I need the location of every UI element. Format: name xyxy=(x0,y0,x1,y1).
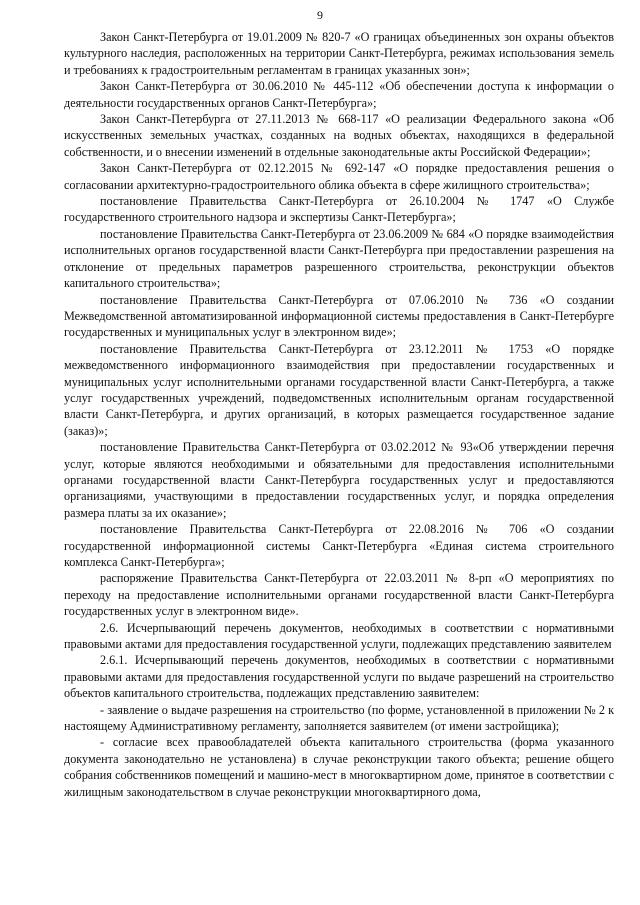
paragraph-resolution-684: постановление Правительства Санкт-Петербурга от 23.06.2009 № 684 «О порядке взаимодействия исполнительных органов государственной власти Санкт-Петербурга при предоставлении разрешения на отклонение от предельных параметров разрешенного строительства, реконструкции объектов капитального строительства»; xyxy=(64,226,614,291)
paragraph-order-8-rp: распоряжение Правительства Санкт-Петербурга от 22.03.2011 № 8-рп «О мероприятиях по переходу на предоставление исполнительными органами государственной власти Санкт-Петербурга государственных услуг в электронном виде». xyxy=(64,571,614,619)
paragraph-resolution-736: постановление Правительства Санкт-Петербурга от 07.06.2010 № 736 «О создании Межведомственной автоматизированной информационной системы предоставления в Санкт-Петербурге государственных и муниципальных услуг в электронном виде»; xyxy=(64,292,614,340)
paragraph-resolution-706: постановление Правительства Санкт-Петербурга от 22.08.2016 № 706 «О создании государственной информационной системы Санкт-Петербурга «Единая система строительного комплекса Санкт-Петербурга»; xyxy=(64,522,614,569)
paragraph-law-820-7: Закон Санкт-Петербурга от 19.01.2009 № 820-7 «О границах объединенных зон охраны объектов культурного наследия, расположенных на территории Санкт-Петербурга, режимах использования земель и требованиях к градостроительным регламентам в границах указанных зон»; xyxy=(64,30,614,77)
section-heading-2-6-1: 2.6.1. Исчерпывающий перечень документов, необходимых в соответствии с нормативными правовыми актами для предоставления государственной услуги по выдаче разрешений на строительство объектов капитального строительства, подлежащих представлению заявителем: xyxy=(64,653,614,701)
page-number: 9 xyxy=(317,8,323,22)
paragraph-resolution-93: постановление Правительства Санкт-Петербурга от 03.02.2012 № 93«Об утверждении перечня услуг, которые являются необходимыми и обязательными для предоставления исполнительными органами государственной власти Санкт-Петербурга государственных услуг и предоставляются организациями, участвующими в предоставлении государственных услуг, и порядка определения размера платы за их оказание»; xyxy=(64,440,614,520)
list-item-owners-consent: - согласие всех правообладателей объекта капитального строительства (форма указанного документа законодательно не установлена) в случае реконструкции такого объекта; решение общего собрания собственников помещений и машино-мест в многоквартирном доме, принятое в соответствии с жилищным законодательством в случае реконструкции многоквартирного дома, xyxy=(64,735,614,799)
document-body xyxy=(64,29,614,800)
list-item-application: - заявление о выдаче разрешения на строительство (по форме, установленной в приложении № 2 к настоящему Административному регламенту, заполняется заявителем (от имени застройщика); xyxy=(64,702,614,734)
section-heading-2-6: 2.6. Исчерпывающий перечень документов, необходимых в соответствии с нормативными правовыми актами для предоставления государственной услуги, подлежащих представлению заявителем xyxy=(64,620,614,652)
paragraph-resolution-1747: постановление Правительства Санкт-Петербурга от 26.10.2004 № 1747 «О Службе государственного строительного надзора и экспертизы Санкт-Петербурга»; xyxy=(64,194,614,225)
paragraph-law-668-117: Закон Санкт-Петербурга от 27.11.2013 № 668-117 «О реализации Федерального закона «Об искусственных земельных участках, созданных на водных объектах, находящихся в федеральной собственности, и о внесении изменений в отдельные законодательные акты Российской Федерации»; xyxy=(64,112,614,159)
paragraph-resolution-1753: постановление Правительства Санкт-Петербурга от 23.12.2011 № 1753 «О порядке межведомственного информационного взаимодействия при предоставлении государственных и муниципальных услуг исполнительными органами государственной власти Санкт-Петербурга, а также услуг государственных учреждений, подведомственных исполнительным органам государственной власти Санкт-Петербурга, и других организаций, в которых размещается государственное задание (заказ)»; xyxy=(64,341,614,438)
paragraph-law-445-112: Закон Санкт-Петербурга от 30.06.2010 № 445-112 «Об обеспечении доступа к информации о деятельности государственных органов Санкт-Петербурга»; xyxy=(64,79,614,110)
paragraph-law-692-147: Закон Санкт-Петербурга от 02.12.2015 № 692-147 «О порядке предоставления решения о согласовании архитектурно-градостроительного облика объекта в сфере жилищного строительства»; xyxy=(64,161,614,192)
